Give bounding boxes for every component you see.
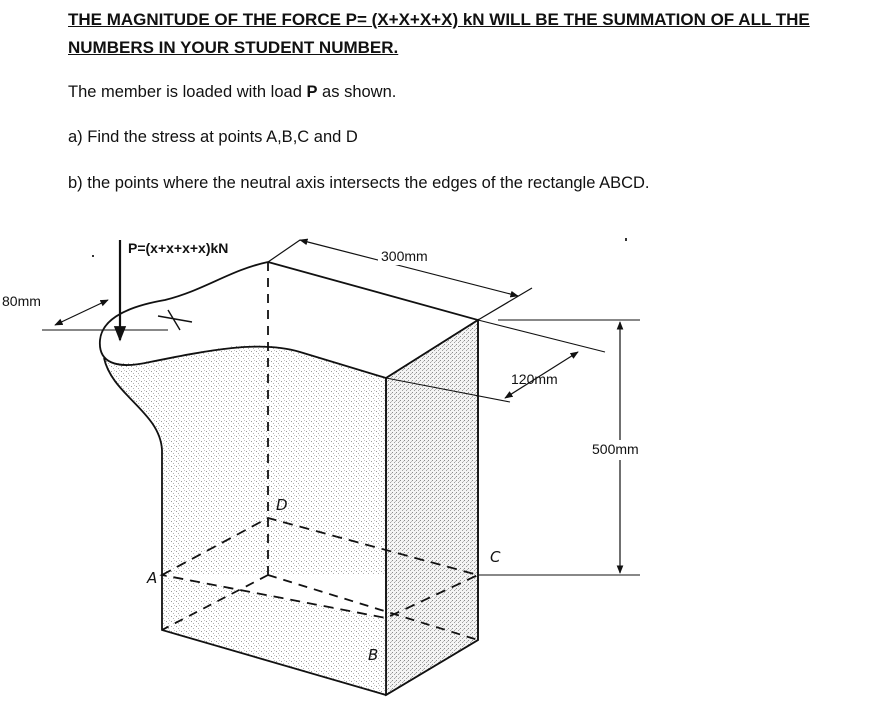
block-lower-front — [162, 575, 386, 695]
intro-suffix: as shown. — [317, 83, 397, 101]
problem-heading-line1: THE MAGNITUDE OF THE FORCE P= (X+X+X+X) kN WILL BE THE SUMMATION OF ALL THE — [68, 10, 810, 29]
dim-80-arrow — [55, 300, 108, 325]
dim-300-ext-left — [268, 240, 300, 262]
question-part-b: b) the points where the neutral axis intersects the edges of the rectangle ABCD. — [68, 174, 650, 192]
question-part-a: a) Find the stress at points A,B,C and D — [68, 128, 358, 146]
stray-mark-right — [625, 238, 627, 241]
point-a-label: A — [147, 569, 158, 587]
problem-heading-line2: NUMBERS IN YOUR STUDENT NUMBER. — [68, 38, 399, 57]
point-c-label: C — [490, 548, 501, 566]
dim-offset-label: 80mm — [2, 293, 41, 309]
load-label: P=(x+x+x+x)kN — [128, 240, 229, 256]
dim-length-label: 300mm — [381, 248, 428, 264]
block-front-face-fill — [162, 378, 386, 575]
dim-120-ext-top — [478, 320, 605, 352]
stray-mark-left — [92, 255, 94, 257]
intro-prefix: The member is loaded with load — [68, 83, 307, 101]
point-b-label: B — [368, 646, 379, 664]
load-centroid-cross — [158, 310, 192, 330]
point-d-label: D — [276, 496, 288, 514]
intro-load-symbol: P — [306, 83, 318, 101]
dim-height-label: 500mm — [592, 441, 639, 457]
block-right-face — [386, 320, 478, 695]
dim-width-label: 120mm — [511, 371, 558, 387]
